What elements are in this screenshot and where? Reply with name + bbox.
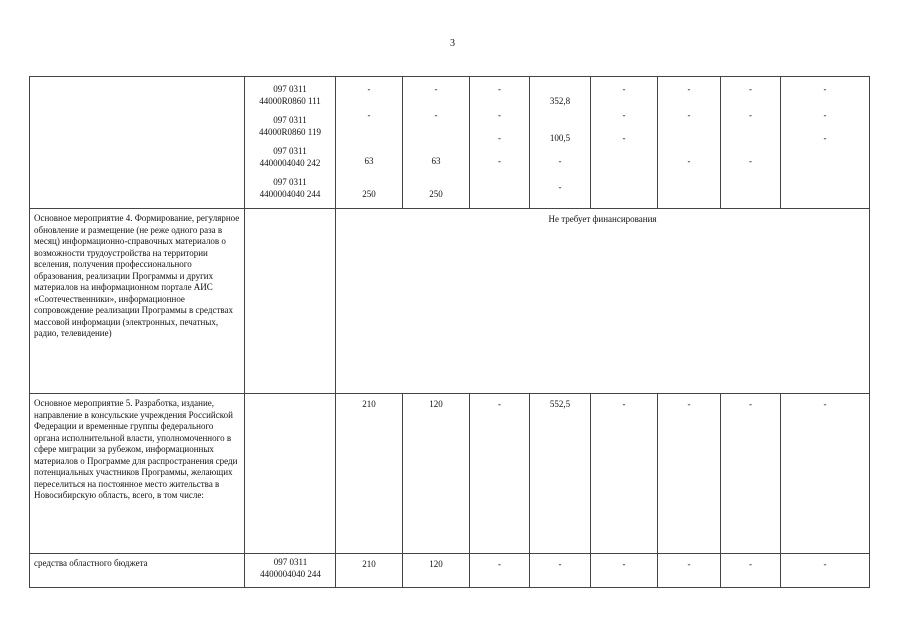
cell-value: - <box>749 156 752 166</box>
code-line: 4400004040 244 <box>259 188 321 199</box>
cell-value: - <box>591 554 658 588</box>
table-row <box>30 77 870 209</box>
code-line: 097 0311 <box>273 84 307 94</box>
cell-value: - <box>622 133 626 143</box>
value-column <box>781 77 870 209</box>
value-column <box>658 77 721 209</box>
value-column <box>591 77 658 209</box>
cell-value: 120 <box>403 394 470 554</box>
cell-value: - <box>498 133 501 143</box>
budget-table <box>29 76 870 588</box>
description-cell: Основное мероприятие 5. Разработка, издание, направление в консульские учреждения Российской Федерации и временные группы федерального органа исполнительной власти, уполномоченного в сфере миграции за рубежом, информационных материалов о Программе для распространения среди потенциальных участников Программы, желающих переселиться на постоянное место жительства в Новосибирскую область, всего, в том числе: <box>30 394 245 554</box>
code-line: 097 0311 <box>273 177 307 187</box>
description-cell: средства областного бюджета <box>30 554 245 588</box>
code-cell <box>245 394 336 554</box>
cell-value: - <box>367 110 371 120</box>
cell-value: - <box>781 394 870 554</box>
code-line: 44000R0860 111 <box>259 95 321 106</box>
cell-value: - <box>498 84 501 94</box>
code-line: 097 0311 <box>273 557 308 567</box>
table-row <box>30 209 870 394</box>
value-column <box>336 77 403 209</box>
value-column <box>721 77 781 209</box>
cell-value: 210 <box>336 394 403 554</box>
code-cell <box>245 209 336 394</box>
cell-value: 120 <box>403 554 470 588</box>
cell-value: - <box>470 554 530 588</box>
code-line: 4400004040 242 <box>259 157 321 168</box>
code-line: 097 0311 <box>273 115 307 125</box>
cell-value: - <box>687 110 691 120</box>
description-cell <box>30 77 245 209</box>
code-cell <box>245 77 336 209</box>
cell-value: - <box>558 156 562 166</box>
cell-value: - <box>721 554 781 588</box>
no-funding-note: Не требует финансирования <box>336 209 870 394</box>
cell-value: - <box>749 84 752 94</box>
cell-value: - <box>558 182 562 192</box>
cell-value: 250 <box>362 189 376 199</box>
cell-value: - <box>687 156 691 166</box>
cell-value: - <box>367 84 371 94</box>
cell-value: - <box>498 156 501 166</box>
cell-value: - <box>687 84 691 94</box>
value-column <box>470 77 530 209</box>
cell-value: 63 <box>364 156 374 166</box>
code-line: 44000R0860 119 <box>259 126 321 137</box>
cell-value: - <box>823 110 827 120</box>
cell-value: - <box>622 84 626 94</box>
cell-value: - <box>721 394 781 554</box>
code-line: 097 0311 <box>273 146 307 156</box>
cell-value: 250 <box>429 189 443 199</box>
cell-value: 63 <box>431 156 441 166</box>
cell-value: - <box>749 110 752 120</box>
cell-value: 100,5 <box>549 133 571 143</box>
cell-value: - <box>622 110 626 120</box>
page-number: 3 <box>450 38 455 49</box>
cell-value: - <box>434 84 438 94</box>
cell-value: - <box>470 394 530 554</box>
table-row <box>30 554 870 588</box>
cell-value: - <box>530 554 591 588</box>
cell-value: 210 <box>336 554 403 588</box>
description-cell: Основное мероприятие 4. Формирование, регулярное обновление и размещение (не реже одного раза в месяц) информационно-справочных материалов о возможности трудоустройства на территории вселения, получения профессионального образования, реализации Программы и других материалов на информационном портале АИС «Соотечественники», информационное сопровождение реализации Программы в средствах массовой информации (электронных, печатных, радио, телевидение) <box>30 209 245 394</box>
cell-value: 552,5 <box>530 394 591 554</box>
cell-value: 352,8 <box>549 96 571 106</box>
cell-value: - <box>658 394 721 554</box>
cell-value: - <box>823 84 827 94</box>
code-line: 4400004040 244 <box>260 568 321 579</box>
table-row <box>30 394 870 554</box>
cell-value: - <box>498 110 501 120</box>
cell-value: - <box>434 110 438 120</box>
cell-value: - <box>823 133 827 143</box>
cell-value: - <box>781 554 870 588</box>
code-cell <box>245 554 336 588</box>
cell-value: - <box>591 394 658 554</box>
cell-value: - <box>658 554 721 588</box>
value-column <box>530 77 591 209</box>
value-column <box>403 77 470 209</box>
